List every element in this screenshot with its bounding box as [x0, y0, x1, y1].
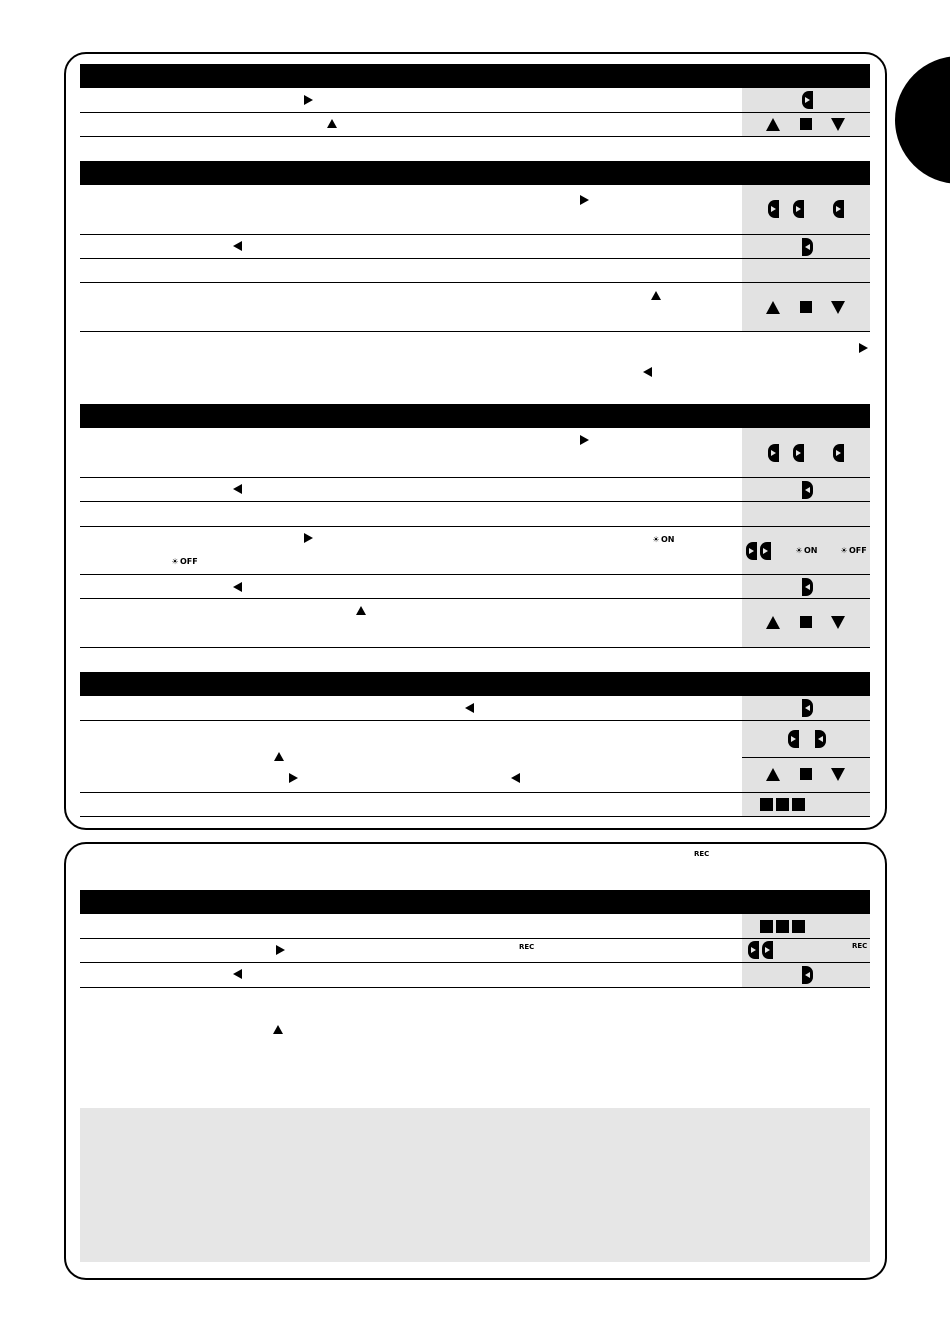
left-arrow-icon: [233, 241, 242, 251]
up-arrow-icon: [274, 752, 284, 761]
divider: [80, 720, 870, 721]
right-arrow-icon: [289, 773, 298, 783]
divider: [80, 574, 870, 575]
key-icon: [802, 238, 813, 256]
section-header-bar: [80, 672, 870, 696]
stop-icon: [792, 920, 805, 933]
divider: [80, 477, 870, 478]
section-header-bar: [80, 161, 870, 185]
divider: [80, 598, 870, 599]
up-arrow-icon: [766, 118, 780, 131]
divider: [80, 258, 870, 259]
divider: [80, 501, 870, 502]
divider: [80, 112, 870, 113]
right-arrow-icon: [859, 343, 868, 353]
left-arrow-icon: [233, 582, 242, 592]
stop-icon: [776, 920, 789, 933]
key-icon: [793, 444, 804, 462]
key-icon: [788, 730, 799, 748]
down-arrow-icon: [831, 301, 845, 314]
key-icon: [802, 699, 813, 717]
stop-icon: [760, 798, 773, 811]
key-icon: [746, 542, 757, 560]
right-arrow-icon: [276, 945, 285, 955]
up-arrow-icon: [766, 616, 780, 629]
divider: [80, 234, 870, 235]
sun-on-key: ☀ON: [795, 546, 818, 555]
key-icon: [760, 542, 771, 560]
up-arrow-icon: [766, 301, 780, 314]
section-header-bar: [80, 404, 870, 428]
left-arrow-icon: [643, 367, 652, 377]
divider: [742, 757, 870, 758]
key-icon: [748, 941, 759, 959]
divider: [80, 282, 870, 283]
down-arrow-icon: [831, 768, 845, 781]
key-icon: [802, 91, 813, 109]
sun-off-label: ☀OFF: [171, 557, 198, 566]
rec-label: REC: [694, 850, 710, 858]
divider: [80, 987, 870, 988]
key-icon: [802, 966, 813, 984]
left-arrow-icon: [233, 969, 242, 979]
rec-key-label: REC: [852, 942, 868, 950]
up-arrow-icon: [766, 768, 780, 781]
sun-on-label: ☀ON: [652, 535, 675, 544]
stop-icon: [800, 118, 812, 130]
divider: [80, 526, 870, 527]
up-arrow-icon: [356, 606, 366, 615]
key-icon: [762, 941, 773, 959]
down-arrow-icon: [831, 118, 845, 131]
left-arrow-icon: [233, 484, 242, 494]
up-arrow-icon: [327, 119, 337, 128]
stop-icon: [800, 301, 812, 313]
stop-icon: [776, 798, 789, 811]
key-icon: [833, 200, 844, 218]
up-arrow-icon: [651, 291, 661, 300]
stop-icon: [800, 768, 812, 780]
note-panel: [80, 1108, 870, 1262]
section-tab: [895, 56, 950, 184]
stop-icon: [760, 920, 773, 933]
divider: [80, 136, 870, 137]
right-arrow-icon: [304, 95, 313, 105]
up-arrow-icon: [273, 1025, 283, 1034]
divider: [80, 816, 870, 817]
divider: [80, 792, 870, 793]
key-icon: [815, 730, 826, 748]
key-icon: [768, 200, 779, 218]
section-header-bar: [80, 64, 870, 88]
keys-panel: [742, 428, 870, 647]
divider: [80, 938, 870, 939]
right-arrow-icon: [304, 533, 313, 543]
left-arrow-icon: [465, 703, 474, 713]
key-icon: [768, 444, 779, 462]
down-arrow-icon: [831, 616, 845, 629]
sun-off-key: ☀OFF: [840, 546, 867, 555]
rec-label: REC: [519, 943, 535, 951]
key-icon: [833, 444, 844, 462]
right-arrow-icon: [580, 435, 589, 445]
divider: [80, 962, 870, 963]
stop-icon: [792, 798, 805, 811]
key-icon: [793, 200, 804, 218]
divider: [80, 647, 870, 648]
left-arrow-icon: [511, 773, 520, 783]
divider: [80, 331, 870, 332]
section-header-bar: [80, 890, 870, 914]
key-icon: [802, 481, 813, 499]
key-icon: [802, 578, 813, 596]
right-arrow-icon: [580, 195, 589, 205]
stop-icon: [800, 616, 812, 628]
